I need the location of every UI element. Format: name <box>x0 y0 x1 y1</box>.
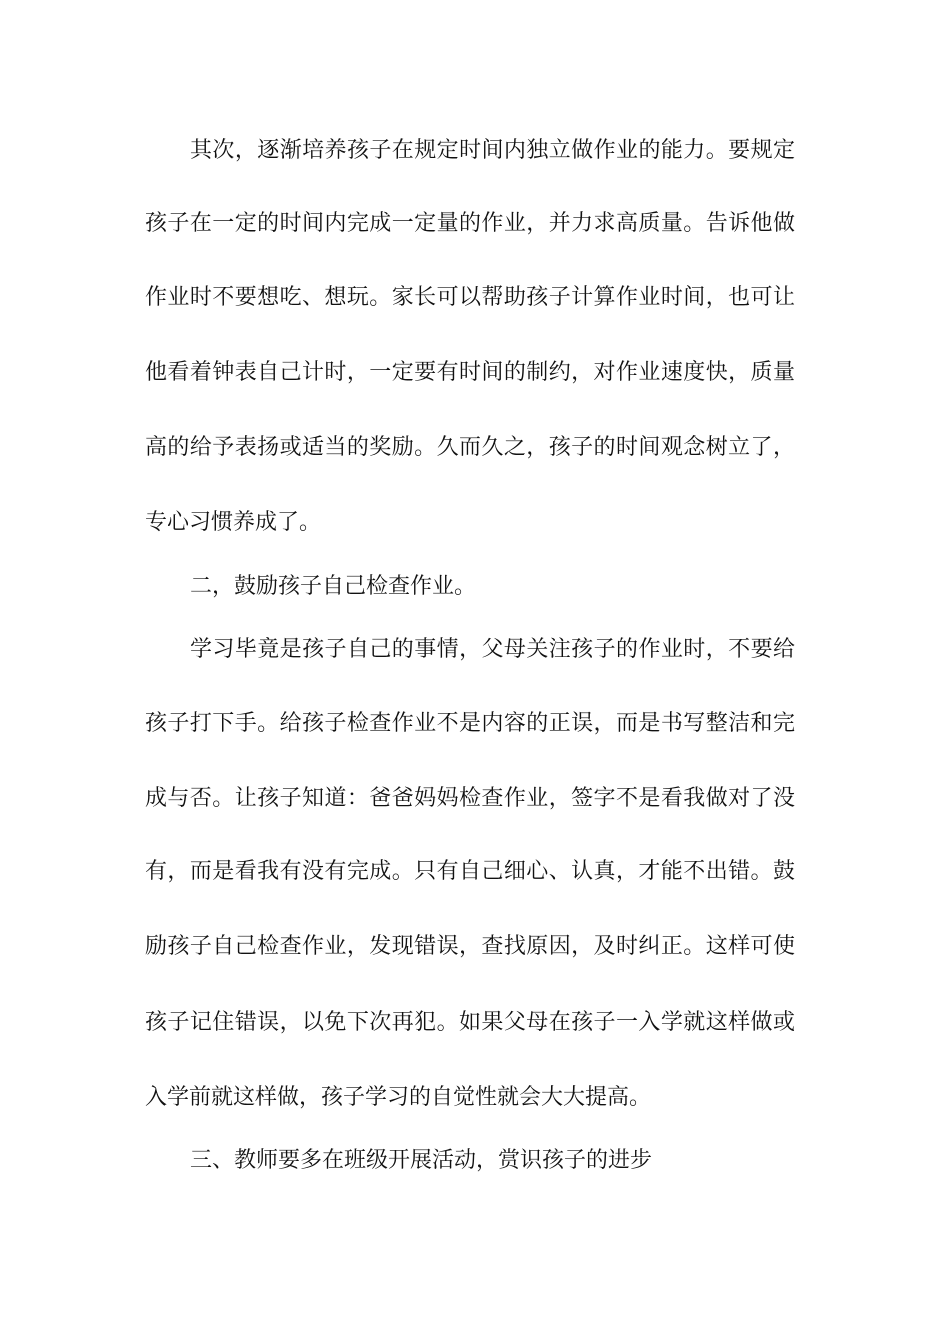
paragraph-3-line-2: 孩子打下手。给孩子检查作业不是内容的正误，而是书写整洁和完 <box>145 711 795 736</box>
paragraph-3-line-6: 孩子记住错误，以免下次再犯。如果父母在孩子一入学就这样做或 <box>145 1010 795 1035</box>
paragraph-1-line-2: 孩子在一定的时间内完成一定量的作业，并力求高质量。告诉他做 <box>145 211 795 236</box>
paragraph-3-line-7: 入学前就这样做，孩子学习的自觉性就会大大提高。 <box>145 1085 652 1110</box>
paragraph-3-line-3: 成与否。让孩子知道：爸爸妈妈检查作业，签字不是看我做对了没 <box>145 786 795 811</box>
paragraph-3-line-1: 学习毕竟是孩子自己的事情，父母关注孩子的作业时，不要给 <box>190 637 795 662</box>
paragraph-1-line-3: 作业时不要想吃、想玩。家长可以帮助孩子计算作业时间，也可让 <box>145 285 795 310</box>
paragraph-1-line-1: 其次，逐渐培养孩子在规定时间内独立做作业的能力。要规定 <box>190 138 795 163</box>
paragraph-3-line-4: 有，而是看我有没有完成。只有自己细心、认真，才能不出错。鼓 <box>145 859 795 884</box>
paragraph-1-line-4: 他看着钟表自己计时，一定要有时间的制约，对作业速度快，质量 <box>145 360 795 385</box>
paragraph-1-line-6: 专心习惯养成了。 <box>145 510 322 535</box>
paragraph-3-line-5: 励孩子自己检查作业，发现错误，查找原因，及时纠正。这样可使 <box>145 934 795 959</box>
section-heading-3: 三、教师要多在班级开展活动，赏识孩子的进步 <box>190 1148 653 1173</box>
section-heading-2: 二，鼓励孩子自己检查作业。 <box>190 574 477 599</box>
paragraph-1-line-5: 高的给予表扬或适当的奖励。久而久之，孩子的时间观念树立了， <box>145 435 795 460</box>
